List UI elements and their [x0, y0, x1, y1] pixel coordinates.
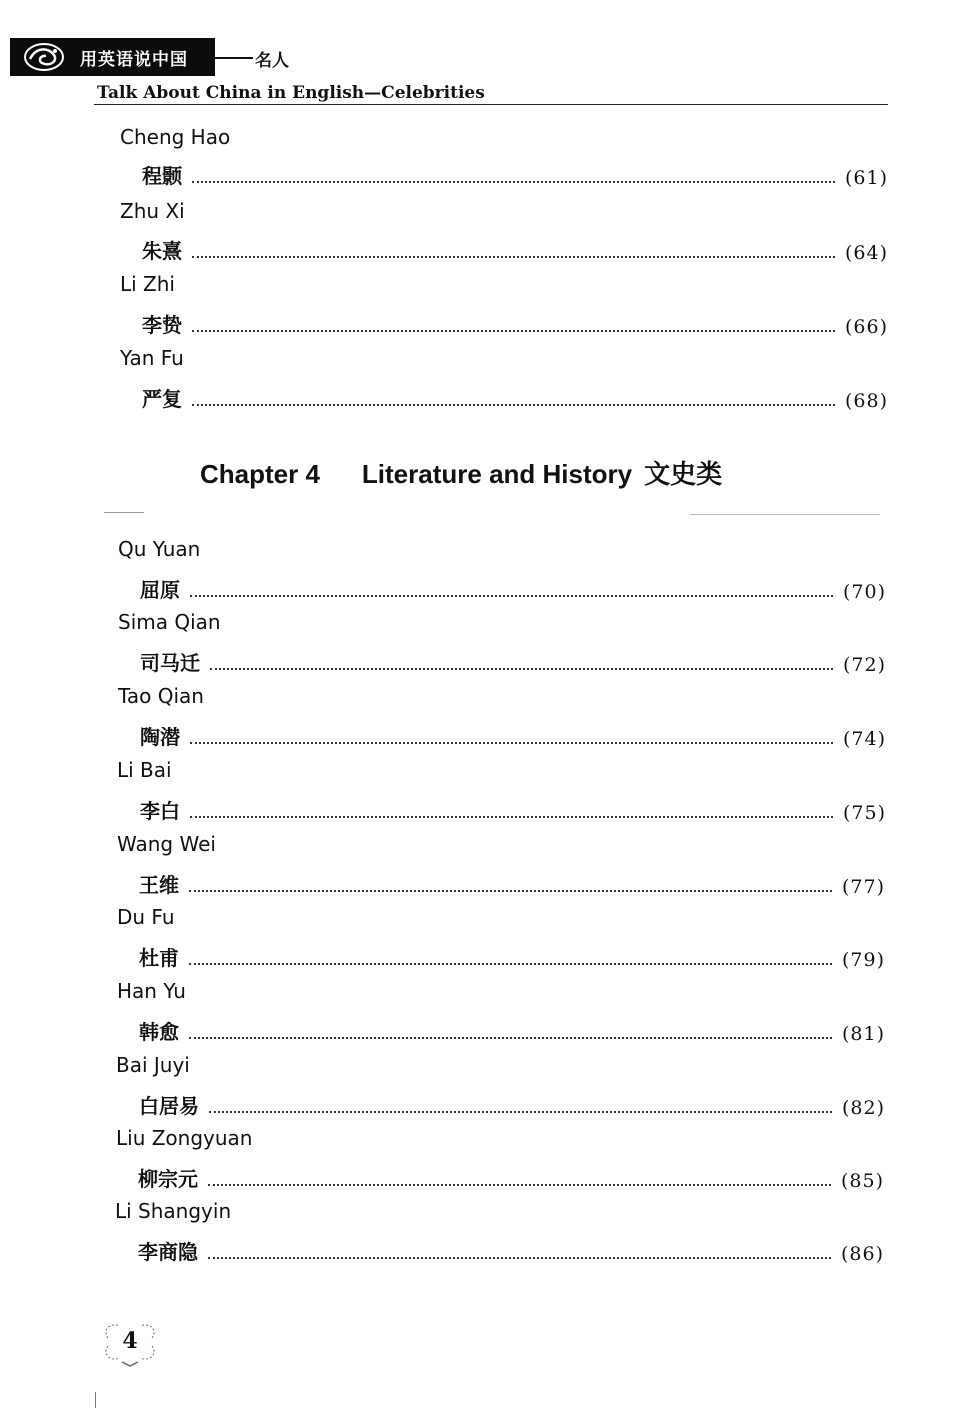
dot-leader — [190, 816, 833, 818]
chapter-title-en: Literature and History — [361, 459, 633, 489]
toc-entry-row[interactable] — [142, 235, 888, 264]
dot-leader — [190, 742, 833, 744]
toc-entry-row[interactable] — [140, 795, 886, 824]
toc-entry-page: (79) — [841, 949, 885, 971]
scan-speck — [690, 514, 880, 515]
toc-entry-page: (74) — [842, 728, 886, 750]
header-dash — [215, 57, 253, 59]
header-title-cn: 用英语说中国 — [80, 49, 188, 70]
chapter-heading — [200, 454, 722, 491]
running-header-band — [10, 38, 215, 76]
toc-entry-page: (85) — [840, 1170, 884, 1192]
toc-entry-page: (75) — [842, 802, 886, 824]
toc-entry-name: Han Yu — [117, 979, 186, 1003]
scan-speck — [104, 512, 144, 513]
toc-entry-page: (70) — [842, 581, 886, 603]
header-title-cn-suffix: 名人 — [255, 51, 289, 71]
toc-entry-name: Sima Qian — [118, 610, 221, 634]
toc-entry-row[interactable] — [138, 1236, 884, 1265]
toc-entry-cn: 李贽 — [142, 313, 182, 337]
toc-entry-name: Li Shangyin — [115, 1199, 232, 1223]
toc-entry-cn: 司马迁 — [140, 651, 200, 675]
scan-speck — [95, 1392, 96, 1408]
dot-leader — [192, 181, 835, 183]
toc-entry-row[interactable] — [140, 574, 886, 603]
toc-entry-name: Zhu Xi — [120, 199, 185, 223]
toc-entry-name: Li Zhi — [120, 272, 175, 296]
toc-entry-row[interactable] — [139, 942, 885, 971]
toc-entry-row[interactable] — [142, 383, 888, 412]
toc-entry-row[interactable] — [142, 309, 888, 338]
dot-leader — [208, 1184, 831, 1186]
dot-leader — [209, 1111, 832, 1113]
chapter-title-cn: 文史类 — [644, 460, 723, 490]
toc-entry-row[interactable] — [139, 1090, 885, 1119]
toc-entry-row[interactable] — [139, 869, 885, 898]
toc-entry-name: Du Fu — [117, 905, 175, 929]
page-number: 4 — [122, 1328, 138, 1354]
dot-leader — [189, 963, 832, 965]
page-folio — [98, 1316, 162, 1368]
toc-entry-cn: 严复 — [142, 387, 182, 411]
toc-entry-page: (86) — [840, 1243, 884, 1265]
toc-entry-cn: 王维 — [139, 873, 179, 897]
toc-entry-page: (72) — [842, 654, 886, 676]
toc-entry-cn: 杜甫 — [139, 946, 179, 970]
toc-entry-cn: 朱熹 — [142, 239, 182, 263]
toc-entry-name: Cheng Hao — [120, 125, 231, 149]
toc-entry-cn: 陶潜 — [140, 725, 180, 749]
toc-entry-name: Bai Juyi — [116, 1053, 190, 1077]
dot-leader — [192, 256, 835, 258]
toc-entry-name: Tao Qian — [118, 684, 204, 708]
toc-entry-cn: 李白 — [140, 799, 180, 823]
dot-leader — [189, 890, 832, 892]
toc-entry-page: (68) — [844, 390, 888, 412]
header-title-en: Talk About China in English—Celebrities — [97, 83, 485, 103]
toc-entry-page: (81) — [841, 1023, 885, 1045]
toc-entry-page: (77) — [841, 876, 885, 898]
toc-entry-cn: 柳宗元 — [138, 1167, 198, 1191]
dot-leader — [190, 595, 833, 597]
toc-entry-row[interactable] — [140, 647, 886, 676]
dot-leader — [210, 668, 833, 670]
toc-entry-cn: 韩愈 — [139, 1020, 179, 1044]
header-rule — [94, 104, 888, 105]
dot-leader — [189, 1037, 832, 1039]
toc-entry-name: Qu Yuan — [118, 537, 201, 561]
toc-entry-cn: 白居易 — [139, 1094, 199, 1118]
dot-leader — [192, 404, 835, 406]
toc-entry-cn: 李商隐 — [138, 1240, 198, 1264]
toc-entry-cn: 程颢 — [142, 164, 182, 188]
toc-entry-name: Liu Zongyuan — [116, 1126, 253, 1150]
toc-entry-name: Li Bai — [117, 758, 172, 782]
dragon-logo-icon — [22, 41, 66, 73]
toc-entry-page: (64) — [844, 242, 888, 264]
toc-entry-row[interactable] — [139, 1016, 885, 1045]
toc-entry-page: (66) — [844, 316, 888, 338]
toc-entry-page: (82) — [841, 1097, 885, 1119]
toc-entry-name: Yan Fu — [120, 346, 184, 370]
toc-entry-row[interactable] — [138, 1163, 884, 1192]
toc-entry-cn: 屈原 — [140, 578, 180, 602]
toc-entry-row[interactable] — [140, 721, 886, 750]
chapter-label: Chapter 4 — [200, 459, 320, 489]
toc-entry-name: Wang Wei — [117, 832, 216, 856]
toc-entry-row[interactable] — [142, 160, 888, 189]
dot-leader — [208, 1257, 831, 1259]
dot-leader — [192, 330, 835, 332]
toc-entry-page: (61) — [844, 167, 888, 189]
